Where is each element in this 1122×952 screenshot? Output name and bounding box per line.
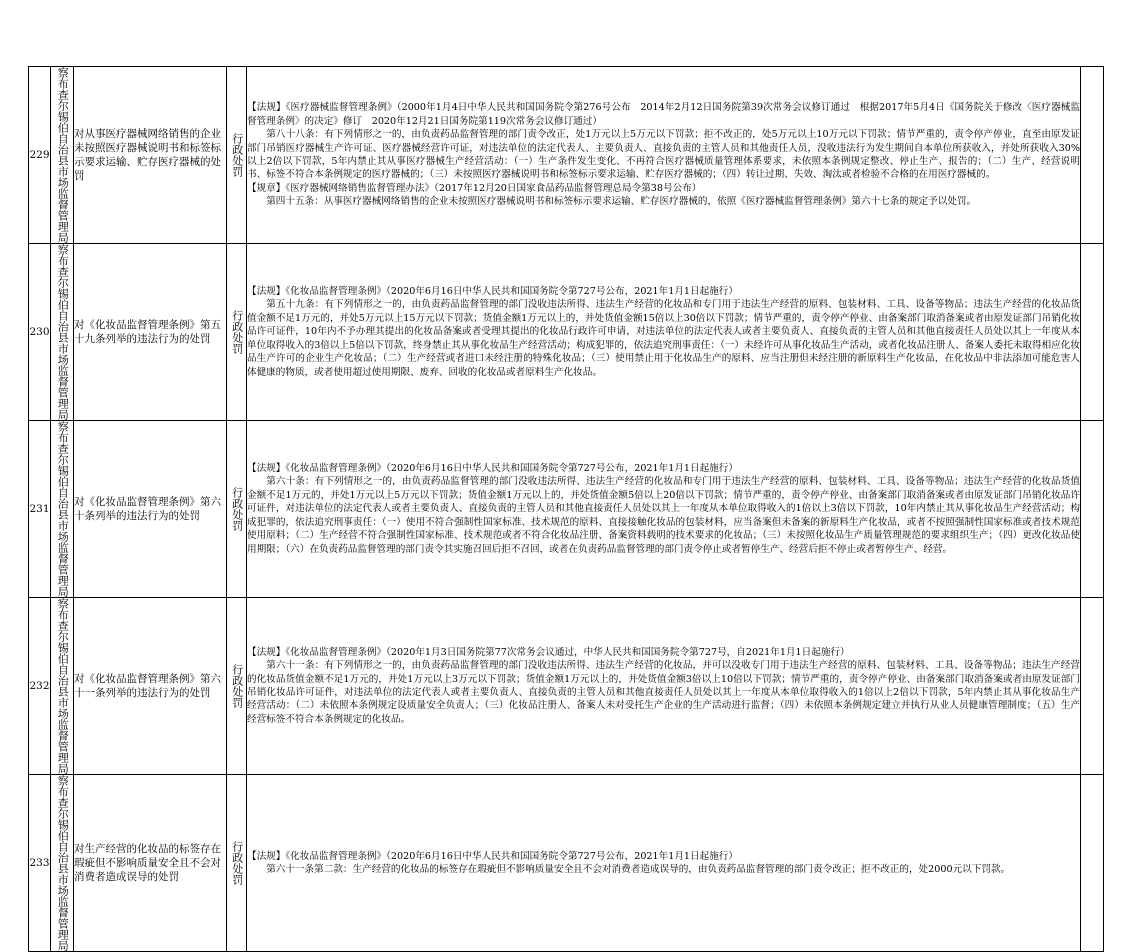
legal-basis	[247, 421, 1081, 598]
penalty-type: 行政处罚	[227, 775, 247, 952]
basis-paragraph: 【法规】《医疗器械监督管理条例》（2000年1月4日中华人民共和国国务院令第276号公布 2014年2月12日国务院第39次常务会议修订通过 根据2017年5月4日《国务院关于修改〈医疗器械监督管理条例〉的决定》修订 2020年12月21日国务院第119次常务会议修订通过）	[247, 102, 1080, 127]
row-number: 231	[29, 421, 51, 598]
table-row	[29, 598, 1104, 775]
penalty-type: 行政处罚	[227, 67, 247, 244]
basis-paragraph: 【法规】《化妆品监督管理条例》（2020年6月16日中华人民共和国国务院令第727号公布，2021年1月1日起施行）	[247, 463, 738, 475]
table-row	[29, 775, 1104, 952]
row-number: 233	[29, 775, 51, 952]
violation-item: 对《化妆品监督管理条例》第五十九条列举的违法行为的处罚	[74, 244, 227, 421]
agency-name: 察布查尔锡伯自治县市场监督管理局	[51, 67, 74, 244]
penalty-type: 行政处罚	[227, 421, 247, 598]
enforcement-table	[28, 66, 1104, 952]
agency-name: 察布查尔锡伯自治县市场监督管理局	[51, 775, 74, 952]
basis-paragraph: 第六十一条：有下列情形之一的，由负责药品监督管理的部门没收违法所得、违法生产经营的化妆品，并可以没收专门用于违法生产经营的原料、包装材料、工具、设备等物品；违法生产经营的化妆品货值金额不足1万元的，并处1万元以上3万元以下罚款；货值金额1万元以上的，并处货值金额3倍以上10倍以下罚款；情节严重的，责令停产停业、由备案部门取消备案或者由原发证部门吊销化妆品许可证件，对违法单位的法定代表人或者主要负责人、直接负责的主管人员和其他直接责任人员处以其上一年度从本单位取得收入的1倍以上2倍以下罚款，5年内禁止其从事化妆品生产经营活动：（二）未依照本条例规定设质量安全负责人；（三）化妆品注册人、备案人未对受托生产企业的生产活动进行监督；（四）未依照本条例规定建立并执行从业人员健康管理制度；（五）生产经营标签不符合本条例规定的化妆品。	[247, 660, 1080, 725]
agency-name: 察布查尔锡伯自治县市场监督管理局	[51, 598, 74, 775]
agency-name: 察布查尔锡伯自治县市场监督管理局	[51, 244, 74, 421]
basis-paragraph: 【法规】《化妆品监督管理条例》（2020年6月16日中华人民共和国国务院令第727号公布，2021年1月1日起施行）	[247, 286, 738, 298]
legal-basis	[247, 598, 1081, 775]
basis-paragraph: 【规章】《医疗器械网络销售监督管理办法》（2017年12月20日国家食品药品监督管理总局令第38号公布）	[247, 182, 702, 194]
table-row	[29, 421, 1104, 598]
basis-paragraph: 第四十五条：从事医疗器械网络销售的企业未按照医疗器械说明书和标签标示要求运输、贮存医疗器械的，依照《医疗器械监督管理条例》第六十七条的规定予以处罚。	[266, 196, 977, 208]
table-row	[29, 67, 1104, 244]
remarks-cell	[1081, 244, 1104, 421]
row-number: 232	[29, 598, 51, 775]
penalty-type: 行政处罚	[227, 598, 247, 775]
remarks-cell	[1081, 421, 1104, 598]
penalty-type: 行政处罚	[227, 244, 247, 421]
violation-item: 对《化妆品监督管理条例》第六十一条列举的违法行为的处罚	[74, 598, 227, 775]
basis-paragraph: 第五十九条：有下列情形之一的，由负责药品监督管理的部门没收违法所得、违法生产经营的化妆品和专门用于违法生产经营的原料、包装材料、工具、设备等物品；违法生产经营的化妆品货值金额不足1万元的，并处5万元以上15万元以下罚款；货值金额1万元以上的，并处货值金额15倍以上30倍以下罚款；情节严重的，责令停产停业、由备案部门取消备案或者由原发证部门吊销化妆品许可证件，10年内不予办理其提出的化妆品备案或者受理其提出的化妆品行政许可申请，对违法单位的法定代表人或者主要负责人、直接负责的主管人员和其他直接责任人员处以其上一年度从本单位取得收入的3倍以上5倍以下罚款，终身禁止其从事化妆品生产经营活动；构成犯罪的，依法追究刑事责任：（一）未经许可从事化妆品生产活动，或者化妆品注册人、备案人委托未取得相应化妆品生产许可的企业生产化妆品；（二）生产经营或者进口未经注册的特殊化妆品；（三）使用禁止用于化妆品生产的原料、应当注册但未经注册的新原料生产化妆品，在化妆品中非法添加可能危害人体健康的物质，或者使用超过使用期限、废弃、回收的化妆品或者原料生产化妆品。	[247, 299, 1080, 378]
row-number: 229	[29, 67, 51, 244]
basis-paragraph: 【法规】《化妆品监督管理条例》（2020年6月16日中华人民共和国国务院令第727号公布，2021年1月1日起施行）	[247, 850, 738, 862]
violation-item: 对生产经营的化妆品的标签存在瑕疵但不影响质量安全且不会对消费者造成误导的处罚	[74, 775, 227, 952]
table-row	[29, 244, 1104, 421]
legal-basis	[247, 244, 1081, 421]
agency-name: 察布查尔锡伯自治县市场监督管理局	[51, 421, 74, 598]
basis-paragraph: 第六十条：有下列情形之一的，由负责药品监督管理的部门没收违法所得、违法生产经营的化妆品和专门用于违法生产经营的原料、包装材料、工具、设备等物品；违法生产经营的化妆品货值金额不足1万元的，并处1万元以上5万元以下罚款；货值金额1万元以上的，并处货值金额5倍以上20倍以下罚款；情节严重的，责令停产停业、由备案部门取消备案或者由原发证部门吊销化妆品许可证件，对违法单位的法定代表人或者主要负责人、直接负责的主管人员和其他直接责任人员处以其上一年度从本单位取得收入的1倍以上3倍以下罚款，10年内禁止其从事化妆品生产经营活动；构成犯罪的，依法追究刑事责任：（一）使用不符合强制性国家标准、技术规范的原料、直接接触化妆品的包装材料，应当备案但未备案的新原料生产化妆品，或者不按照强制性国家标准或者技术规范使用原料；（二）生产经营不符合强制性国家标准、技术规范或者不符合化妆品注册、备案资料载明的技术要求的化妆品；（三）未按照化妆品生产质量管理规范的要求组织生产；（四）更改化妆品使用期限；（六）在负责药品监督管理的部门责令其实施召回后拒不召回，或者在负责药品监督管理的部门责令停止或者暂停生产、经营后拒不停止或者暂停生产、经营。	[247, 476, 1080, 555]
basis-paragraph: 第六十一条第二款：生产经营的化妆品的标签存在瑕疵但不影响质量安全且不会对消费者造成误导的，由负责药品监督管理的部门责令改正；拒不改正的，处2000元以下罚款。	[266, 864, 1011, 875]
legal-basis	[247, 67, 1081, 244]
remarks-cell	[1081, 67, 1104, 244]
row-number: 230	[29, 244, 51, 421]
violation-item: 对从事医疗器械网络销售的企业未按照医疗器械说明书和标签标示要求运输、贮存医疗器械的处罚	[74, 67, 227, 244]
basis-paragraph: 【法规】《化妆品监督管理条例》（2020年1月3日国务院第77次常务会议通过，中华人民共和国国务院令第727号，自2021年1月1日起施行）	[247, 646, 850, 658]
remarks-cell	[1081, 775, 1104, 952]
legal-basis	[247, 775, 1081, 952]
remarks-cell	[1081, 598, 1104, 775]
violation-item: 对《化妆品监督管理条例》第六十条列举的违法行为的处罚	[74, 421, 227, 598]
basis-paragraph: 第八十八条：有下列情形之一的，由负责药品监督管理的部门责令改正，处1万元以上5万元以下罚款；拒不改正的，处5万元以上10万元以下罚款；情节严重的，责令停产停业，直至由原发证部门吊销医疗器械生产许可证、医疗器械经营许可证，对违法单位的法定代表人、主要负责人、直接负责的主管人员和其他责任人员，没收违法行为发生期间自本单位所获收入，并处所获收入30%以上2倍以下罚款，5年内禁止其从事医疗器械生产经营活动：（一）生产条件发生变化、不再符合医疗器械质量管理体系要求，未依照本条例规定整改、停止生产、报告的；（二）生产、经营说明书、标签不符合本条例规定的医疗器械的；（三）未按照医疗器械说明书和标签标示要求运输、贮存医疗器械的；（四）转让过期、失效、淘汰或者检验不合格的在用医疗器械的。	[247, 129, 1080, 181]
